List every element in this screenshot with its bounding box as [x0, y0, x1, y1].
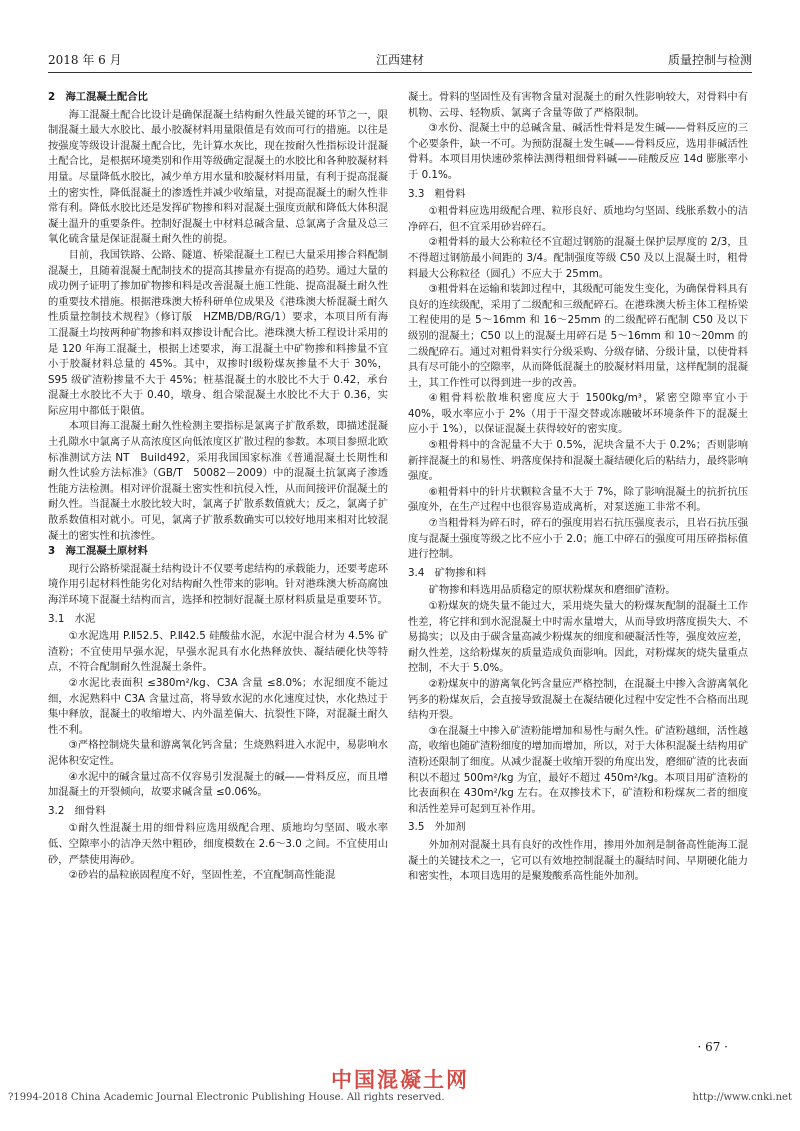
section-3-heading: 3 海工混凝土原材料: [48, 545, 148, 558]
cement-item-4: ④水泥中的碱含量过高不仅容易引发混凝土的碱——骨料反应，而且增加混凝土的开裂倾向，故要求碱含量 ≤0.06%。: [48, 770, 388, 799]
coarse-aggregate-item-3: ③粗骨料在运输和装卸过程中，其级配可能发生变化，为确保骨料具有良好的连续级配，采用了二级配和三级配碎石。在港珠澳大桥主体工程桥梁工程使用的是 5～16mm 和 16～25mm 的二级配碎石配制 C50 及以下级别的混凝土；C50 以上的混凝土用碎石是 5～16mm 和 10～20mm 的二级配碎石。通过对粗骨料实行分级采购、分级存储、分级计量，以使骨料具有尽可能小的空隙率，从而降低混凝土的胶凝材料用量，这样配制的混凝土，其工作性可以得到进一步的改善。: [408, 283, 748, 389]
header-section: 质量控制与检测: [667, 53, 752, 67]
section-3-2-heading: 3.2 细骨料: [48, 804, 106, 817]
header-date: 2018 年 6 月: [48, 53, 122, 67]
section-3-3-heading: 3.3 粗骨料: [408, 187, 466, 200]
site-watermark: 中国混凝土网: [331, 1068, 469, 1092]
mineral-admixture-intro: 矿物掺和料选用品质稳定的原状粉煤灰和磨细矿渣粉。: [428, 584, 676, 597]
cement-item-2: ②水泥比表面积 ≤380m²/kg、C3A 含量 ≤8.0%；水泥细度不能过细，水泥熟料中 C3A 含量过高，将导致水泥的水化速度过快，水化热过于集中释放，混凝土的收缩增大、内外温差偏大、抗裂性下降，对混凝土耐久性不利。: [48, 676, 388, 736]
section-2-paragraph-3: 本项目海工混凝土耐久性检测主要指标是氯离子扩散系数，即描述混凝土孔隙水中氯离子从高浓度区向低浓度区扩散过程的参数。本项目参照北欧标准测试方法 NT Build492，采用我国国家标准《普通混凝土长期性和耐久性试验方法标准》（GB/T 50082－2009）中的混凝土抗氯离子渗透性能方法检测。相对评价混凝土密实性和抗侵入性，从而间接评价混凝土的耐久性。当混凝土水胶比较大时，氯离子扩散系数值就大；反之，氯离子扩散系数值相对就小。可见，氯离子扩散系数确实可以较好地用来相对比较混凝土的密实性和抗渗性。: [48, 420, 388, 542]
section-2-heading: 2 海工混凝土配合比: [48, 91, 148, 103]
section-2-paragraph-1: 海工混凝土配合比设计是确保混凝土结构耐久性最关键的环节之一，限制混凝土最大水胶比、最小胶凝材料用量限值是有效而可行的措施。以往是按强度等级设计混凝土配合比，先计算水灰比，现在按耐久性指标设计混凝土配合比，是根据环境类别和作用等级确定混凝土的水胶比和各种胶凝材料用量。尽量降低水胶比，减少单方用水量和胶凝材料用量，有利于提高混凝土的密实性，降低混凝土的渗透性并减少收缩量，对提高混凝土的耐久性非常有利。降低水胶比还是发挥矿物掺和料对混凝土强度贡献和降低大体积混凝土温升的重要条件。控制好混凝土中材料总碱含量、总氯离子含量及总三氧化硫含量是保证混凝土耐久性的前提。: [48, 108, 388, 246]
running-header: [48, 50, 752, 73]
fine-aggregate-continued: 凝土。骨料的坚固性及有害物含量对混凝土的耐久性影响较大，对骨料中有机物、云母、轻物质、氯离子含量等做了严格限制。: [408, 91, 748, 119]
section-2-paragraph-2: 目前，我国铁路、公路、隧道、桥梁混凝土工程已大量采用掺合料配制混凝土，且随着混凝土配制技术的提高其掺量亦有提高的趋势。通过大量的成功例子证明了掺加矿物掺和料是改善混凝土施工性能、提高混凝土耐久性的重要技术措施。根据港珠澳大桥科研单位成果及《港珠澳大桥混凝土耐久性质量控制技术规程》（修订版 HZMB/DB/RG/1）要求，本项目所有海工混凝土均按两种矿物掺和料双掺设计配合比。港珠澳大桥工程设计采用的是 120 年海工混凝土，根据上述要求，海工混凝土中矿物掺和料掺量不宜小于胶凝材料总量的 45%。其中，双掺时I级粉煤灰掺量不大于 30%，S95 级矿渣粉掺量不大于 45%；桩基混凝土的水胶比不大于 0.42，承台混凝土水胶比不大于 0.40，墩身、组合梁混凝土水胶比不大于 0.36，实际应用中都低于限值。: [48, 248, 388, 417]
section-3-4-heading: 3.4 矿物掺和料: [408, 566, 487, 579]
coarse-aggregate-item-4: ④粗骨料松散堆积密度应大于 1500kg/m³，紧密空隙率宜小于 40%，吸水率应小于 2%（用于干湿交替或冻融破坏环境条件下的混凝土应小于 1%），以保证混凝土获得较好的密实度。: [408, 392, 748, 436]
coarse-aggregate-item-7: ⑦当粗骨料为碎石时，碎石的强度用岩石抗压强度表示，且岩石抗压强度与混凝土强度等级之比不应小于 2.0；施工中碎石的强度可用压碎指标值进行控制。: [408, 517, 748, 561]
footer-url-link[interactable]: http://www.cnki.net: [692, 1092, 792, 1103]
section-3-paragraph-1: 现行公路桥梁混凝土结构设计不仅要考虑结构的承载能力，还要考虑环境作用引起材料性能劣化对结构耐久性带来的影响。针对港珠澳大桥高腐蚀海洋环境下混凝土结构而言，选择和控制好混凝土原材料质量是重要环节。: [48, 562, 388, 606]
fine-aggregate-item-1: ①耐久性混凝土用的细骨料应选用级配合理、质地均匀坚固、吸水率低、空隙率小的洁净天然中粗砂，细度模数在 2.6～3.0 之间。不宜使用山砂，严禁使用海砂。: [48, 822, 388, 866]
page-number: · 67 ·: [697, 1040, 728, 1054]
coarse-aggregate-item-2: ②粗骨料的最大公称粒径不宜超过钢筋的混凝土保护层厚度的 2/3，且不得超过钢筋最小间距的 3/4。配制强度等级 C50 及以上混凝土时，粗骨料最大公称粒径（圆孔）不应大于 25mm。: [408, 236, 748, 280]
header-journal: 江西建材: [375, 53, 424, 67]
admixture-paragraph: 外加剂对混凝土具有良好的改性作用，掺用外加剂是制备高性能海工混凝土的关键技术之一，它可以有效地控制混凝土的凝结时间、早期硬化能力和密实性，本项目选用的是聚羧酸系高性能外加剂。: [408, 838, 748, 883]
footer: [8, 1092, 792, 1108]
mineral-admixture-item-2: ②粉煤灰中的游离氧化钙含量应严格控制，在混凝土中掺入含游离氧化钙多的粉煤灰后，会直接导致混凝土在凝结硬化过程中安定性不合格而出现结构开裂。: [408, 677, 748, 722]
mineral-admixture-item-1: ①粉煤灰的烧失量不能过大，采用烧失量大的粉煤灰配制的混凝土工作性差，将它拌和到水泥混凝土中时需水量增大，从而导致坍落度损失大、不易捣实；以及由于碳含量高减少粉煤灰的细度和硬凝活性等，强度效应差，耐久性差，这给粉煤灰的质量造成负面影响。因此，对粉煤灰的烧失量重点控制，不大于 5.0%。: [408, 600, 748, 675]
footer-copyright: ?1994-2018 China Academic Journal Electronic Publishing House. All rights reserved.: [8, 1092, 445, 1103]
coarse-aggregate-item-1: ①粗骨料应选用级配合理、粒形良好、质地均匀坚固、线胀系数小的洁净碎石，但不宜采用砂岩碎石。: [408, 205, 748, 233]
coarse-aggregate-item-6: ⑥粗骨料中的针片状颗粒含量不大于 7%，除了影响混凝土的抗折抗压强度外，在生产过程中也很容易造成离析，对泵送施工非常不利。: [408, 485, 748, 514]
section-3-5-heading: 3.5 外加剂: [408, 821, 466, 834]
section-3-1-heading: 3.1 水泥: [48, 612, 96, 625]
cement-item-1: ①水泥选用 P.Ⅱ52.5、P.Ⅱ42.5 硅酸盐水泥，水泥中混合材为 4.5% 矿渣粉；不宜使用早强水泥，早强水泥具有水化热释放快、凝结硬化快等特点，不符合配制耐久性混凝土条件。: [48, 630, 388, 674]
mineral-admixture-item-3: ③在混凝土中掺入矿渣粉能增加和易性与耐久性。矿渣粉越细，活性越高，收缩也随矿渣粉细度的增加而增加，所以，对于大体积混凝土结构用矿渣粉还限制了细度。从减少混凝土收缩开裂的角度出发，磨细矿渣的比表面积以不超过 500m²/kg 为宜，最好不超过 450m²/kg。本项目用矿渣粉的比表面积在 430m²/kg 左右。在双掺技术下，矿渣粉和粉煤灰二者的细度和活性差异可起到互补作用。: [408, 724, 748, 815]
cement-item-3: ③严格控制烧失量和游离氧化钙含量；生烧熟料进入水泥中，易影响水泥体积安定性。: [48, 739, 388, 767]
left-column: [48, 90, 388, 884]
fine-aggregate-item-3: ③水份、混凝土中的总碱含量、碱活性骨料是发生碱——骨料反应的三个必要条件，缺一不可。为预防混凝土发生碱——骨料反应，选用非碱活性骨料。本项目用快速砂浆棒法测得粗细骨料碱——硅酸反应 14d 膨胀率小于 0.1%。: [408, 122, 748, 181]
right-column: [408, 90, 748, 885]
fine-aggregate-item-2: ②砂岩的晶粒嵌固程度不好，坚固性差，不宜配制高性能混: [68, 869, 336, 882]
coarse-aggregate-item-5: ⑤粗骨料中的含泥量不大于 0.5%，泥块含量不大于 0.2%；否则影响新拌混凝土的和易性、坍落度保持和混凝土凝结硬化后的粘结力，最终影响强度。: [408, 439, 748, 483]
